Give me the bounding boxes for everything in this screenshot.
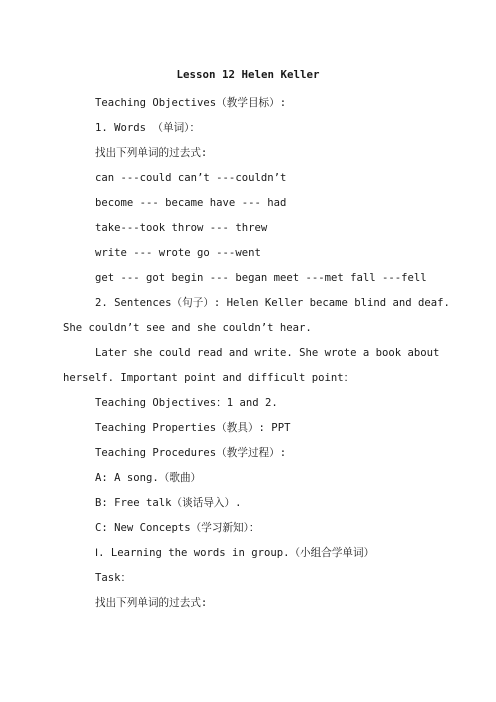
text-line: herself. Important point and difficult point： <box>63 372 355 384</box>
lesson-title: Lesson 12 Helen Keller <box>176 68 320 81</box>
text-line: 找出下列单词的过去式: <box>95 597 208 609</box>
text-line: She couldn’t see and she couldn’t hear. <box>63 322 312 334</box>
text-line: Teaching Properties（教具）: PPT <box>95 422 291 434</box>
text-line: Later she could read and write. She wrote a book about <box>95 347 440 359</box>
text-line: Ⅰ. Learning the words in group.（小组合学单词） <box>95 547 375 559</box>
text-line: write --- wrote go ---went <box>95 247 261 259</box>
text-line: 找出下列单词的过去式: <box>95 147 208 159</box>
text-line: 2. Sentences（句子）: Helen Keller became blind and deaf. <box>95 297 450 309</box>
text-line: get --- got begin --- began meet ---met fall ---fell <box>95 272 427 284</box>
text-line: Teaching Procedures（教学过程）: <box>95 447 287 459</box>
text-line: Teaching Objectives（教学目标）: <box>95 97 287 109</box>
text-line: 1. Words （单词）： <box>95 122 201 134</box>
text-line: B: Free talk（谈话导入）. <box>95 497 242 509</box>
text-line: C: New Concepts（学习新知）： <box>95 522 260 534</box>
text-line: become --- became have --- had <box>95 197 287 209</box>
text-line: Task： <box>95 572 132 584</box>
text-line: can ---could can’t ---couldn’t <box>95 172 287 184</box>
text-line: take---took throw --- threw <box>95 222 268 234</box>
text-line: Teaching Objectives：1 and 2. <box>95 397 278 409</box>
text-line: A: A song.（歌曲） <box>95 472 202 484</box>
